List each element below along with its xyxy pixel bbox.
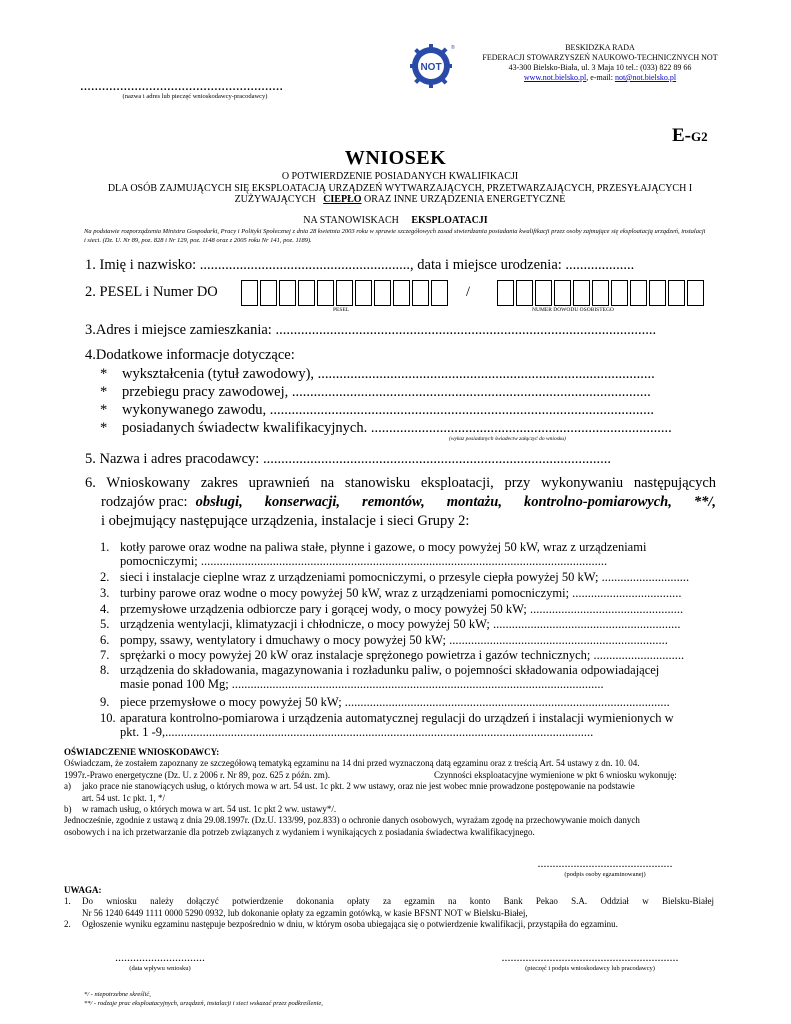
station-prefix: NA STANOWISKACH: [303, 215, 399, 226]
field-scope-line-1: 6. Wnioskowany zakres uprawnień na stanowisku eksploatacji, przy wykonywaniu następujących: [85, 475, 716, 491]
id-card-char-box[interactable]: [611, 280, 628, 306]
org-www-link[interactable]: www.not.bielsko.pl: [523, 73, 587, 82]
applicant-caption: (nazwa i adres lub pieczęć wnioskodawcy-pracodawcy): [122, 93, 268, 100]
device-number: 8.: [100, 663, 110, 677]
device-item-9[interactable]: [100, 695, 720, 709]
field-certificates[interactable]: [100, 420, 672, 437]
subtitle-line-1: O POTWIERDZENIE POSIADANYCH KWALIFIKACJI: [281, 171, 519, 182]
form-title: WNIOSEK: [344, 147, 447, 169]
device-item-8[interactable]: [100, 663, 720, 691]
field-additional-title: 4.Dodatkowe informacje dotyczące:: [85, 347, 295, 363]
examinee-signature[interactable]: [530, 856, 680, 878]
device-text: sieci i instalacje cieplne wraz z urządzeniami pomocniczymi, o przesyle ciepła powyżej 50 kW; ............................: [120, 570, 690, 584]
device-item-4[interactable]: [100, 602, 720, 616]
declaration-a-cont: art. 54 ust. 1c pkt. 1, */: [82, 792, 165, 803]
pesel-digit-box[interactable]: [298, 280, 315, 306]
id-card-char-box[interactable]: [535, 280, 552, 306]
device-item-5[interactable]: [100, 617, 720, 631]
device-number: 5.: [100, 617, 110, 631]
id-card-char-box[interactable]: [592, 280, 609, 306]
form-code-main: E-: [672, 125, 691, 146]
device-number: 3.: [100, 586, 110, 600]
id-card-caption: NUMER DOWODU OSOBISTEGO: [532, 307, 614, 313]
pesel-digit-box[interactable]: [317, 280, 334, 306]
bullet-star: *: [100, 402, 108, 418]
device-text-cont: pomocniczymi; ..................................................................................................................................: [120, 554, 608, 568]
device-text: urządzenia wentylacji, klimatyzacji i chłodnicze, o mocy powyżej 50 kW; ............................................................: [120, 617, 681, 631]
device-item-3[interactable]: [100, 586, 720, 600]
pesel-digit-box[interactable]: [431, 280, 448, 306]
note-2-label: 2.: [64, 919, 71, 930]
field-scope-line-2: [101, 494, 716, 511]
device-text: urządzenia do składowania, magazynowania i rozładunku paliw, o pojemności składowania odpowiadającej: [120, 663, 660, 677]
stamp-dots: ...........................................................: [501, 950, 679, 964]
bullet-star: *: [100, 384, 108, 400]
pesel-digit-box[interactable]: [260, 280, 277, 306]
receipt-date[interactable]: [104, 950, 216, 972]
declaration-p1c: Czynności eksploatacyjne wymienione w pkt 6 wniosku wykonuję:: [434, 769, 677, 780]
id-card-char-box[interactable]: [649, 280, 666, 306]
declaration-p1b: 1997r.-Prawo energetyczne (Dz. U. z 2006 r. Nr 89, poz. 625 z późn. zm).: [64, 769, 331, 780]
pesel-digit-box[interactable]: [412, 280, 429, 306]
receipt-date-dots: ..............................: [115, 950, 205, 964]
device-item-2[interactable]: [100, 570, 720, 584]
scope-works-label: rodzajów prac:: [101, 494, 188, 510]
pesel-do-separator: /: [466, 284, 471, 300]
device-text-cont: masie ponad 100 Mg; .......................................................................................................................: [120, 677, 604, 691]
field-education[interactable]: [100, 366, 655, 383]
signature-dots: .............................................: [537, 856, 673, 870]
id-card-char-box[interactable]: [668, 280, 685, 306]
note-1-text: Do wniosku należy dołączyć potwierdzenie dokonania opłaty za egzamin na konto Bank Pekao S.A. Oddział w Bielsku-Białej: [82, 896, 714, 907]
subtitle-line-3: [60, 194, 740, 206]
declaration-p2a: Jednocześnie, zgodnie z ustawą z dnia 29.08.1997r. (Dz.U. 133/99, poz.833) o ochronie danych osobowych, wyrażam zgodę na przechowywanie moich danych: [64, 815, 640, 826]
subtitle-heat: CIEPŁO: [323, 194, 362, 205]
applicant-block: [80, 78, 310, 100]
field-name-birth[interactable]: 1. Imię i nazwisko: .........................................................., data i miejsce urodzenia: ...................: [85, 257, 635, 273]
org-header: [460, 43, 740, 83]
pesel-digit-box[interactable]: [393, 280, 410, 306]
device-item-6[interactable]: [100, 633, 720, 647]
bullet-star: *: [100, 420, 108, 436]
form-subtitle: [60, 171, 740, 206]
device-text: kotły parowe oraz wodne na paliwa stałe, płynne i gazowe, o mocy powyżej 50 kW, wraz z urządzeniami: [120, 540, 647, 554]
declaration-p1a: Oświadczam, że zostałem zapoznany ze szczegółową tematyką egzaminu na 14 dni przed wyznaczoną datą egzaminu oraz z treścią Art. 54 ustawy z dn. 10. 04.: [64, 758, 640, 769]
station-line: [0, 215, 791, 226]
device-text: piece przemysłowe o mocy powyżej 50 kW; ........................................................................................................: [120, 695, 670, 709]
notes-section: [64, 885, 714, 931]
legal-basis: Na podstawie rozporządzenia Ministra Gospodarki, Pracy i Polityki Społecznej z dnia 28 kwietnia 2003 roku w sprawie szczegółowych zasad stwierdzania posiadania kwalifikacji przez osoby zajmujące się eksploatacją urządzeń, instalacji i sieci. (Dz. U. Nr 89, poz. 828 i Nr 129, poz. 1148 oraz z 2005 roku Nr 141, poz. 1189).: [84, 228, 706, 244]
pesel-digit-box[interactable]: [374, 280, 391, 306]
device-item-7[interactable]: [100, 648, 720, 662]
field-occupation[interactable]: [100, 402, 654, 419]
svg-text:®: ®: [451, 45, 455, 51]
field-certificates-text: posiadanych świadectw kwalifikacyjnych. ...................................................................................: [122, 420, 672, 436]
device-text-cont: pkt. 1 -9,.........................................................................................................................................: [120, 725, 594, 739]
org-federation: FEDERACJI STOWARZYSZEŃ NAUKOWO-TECHNICZNYCH NOT: [482, 53, 718, 62]
declaration-b-text[interactable]: w ramach usług, o których mowa w art. 54 ust. 1c pkt 2 ww. ustawy*/.: [82, 804, 337, 815]
not-logo: [410, 44, 454, 88]
notes-title: UWAGA:: [64, 885, 102, 895]
device-text: aparatura kontrolno-pomiarowa i urządzenia automatycznej regulacji do urządzeń i instalacji wymienionych w: [120, 711, 674, 725]
device-text: przemysłowe urządzenia odbiorcze pary i gorącej wody, o mocy powyżej 50 kW; .................................................: [120, 602, 684, 616]
footnotes: [84, 990, 323, 1008]
declaration-p2b: osobowych i na ich przetwarzanie dla potrzeb związanych z wydaniem i wynikających z posiadania świadectwa kwalifikacyjnego.: [64, 826, 535, 837]
field-address[interactable]: 3.Adres i miejsce zamieszkania: .........................................................................................................: [85, 322, 657, 338]
id-card-char-box[interactable]: [630, 280, 647, 306]
device-text: pompy, ssawy, wentylatory i dmuchawy o mocy powyżej 50 kW; ......................................................................: [120, 633, 668, 647]
id-card-char-box[interactable]: [687, 280, 704, 306]
receipt-date-caption: (data wpływu wniosku): [129, 965, 191, 972]
form-code: [672, 125, 708, 147]
declaration-title: OŚWIADCZENIE WNIOSKODAWCY:: [64, 747, 220, 757]
id-card-char-box[interactable]: [516, 280, 533, 306]
pesel-boxes[interactable]: [241, 280, 450, 306]
station-type: EKSPLOATACJI: [411, 215, 488, 226]
applicant-dots: ........................................................: [80, 78, 283, 94]
pesel-digit-box[interactable]: [355, 280, 372, 306]
id-card-char-box[interactable]: [573, 280, 590, 306]
declaration-a-text[interactable]: jako prace nie stanowiących usług, o których mowa w art. 54 ust. 1c pkt. 2 ww ustawy, oraz nie jest wobec mnie prowadzone postępowanie na podstawie: [82, 781, 635, 792]
pesel-digit-box[interactable]: [241, 280, 258, 306]
declaration-b-label: b): [64, 804, 72, 815]
org-email-link[interactable]: not@not.bielsko.pl: [614, 73, 677, 82]
device-number: 1.: [100, 540, 110, 554]
subtitle-line-3a: ZUŻYWAJĄCYCH: [234, 194, 316, 205]
field-scope-line-3: i obejmujący następujące urządzenia, instalacje i sieci Grupy 2:: [101, 513, 470, 529]
subtitle-line-3c: ORAZ INNE URZĄDZENIA ENERGETYCZNE: [364, 194, 566, 205]
id-card-char-box[interactable]: [497, 280, 514, 306]
note-1-label: 1.: [64, 896, 71, 907]
declaration-a-label: a): [64, 781, 71, 792]
device-number: 7.: [100, 648, 110, 662]
device-text: turbiny parowe oraz wodne o mocy powyżej 50 kW, wraz z urządzeniami pomocniczymi; ...................................: [120, 586, 682, 600]
form-code-sub: G2: [691, 129, 708, 144]
field-career[interactable]: [100, 384, 651, 401]
device-item-1[interactable]: [100, 540, 720, 568]
device-number: 9.: [100, 695, 110, 709]
logo-text: NOT: [420, 62, 442, 73]
device-number: 4.: [100, 602, 110, 616]
field-education-text: wykształcenia (tytuł zawodowy), .............................................................................................: [122, 366, 655, 382]
id-card-char-box[interactable]: [554, 280, 571, 306]
subtitle-line-2: DLA OSÓB ZAJMUJĄCYCH SIĘ EKSPLOATACJĄ URZĄDZEŃ WYTWARZAJĄCYCH, PRZETWARZAJĄCYCH, PRZESYŁAJĄCYCH I: [107, 182, 693, 194]
org-name: BESKIDZKA RADA: [565, 43, 635, 52]
declaration-section: [64, 747, 720, 838]
certificates-caption: (wykaz posiadanych świadectw załączyć do wniosku): [449, 436, 566, 442]
scope-works-list[interactable]: obsługi, konserwacji, remontów, montażu, kontrolno-pomiarowych, **/,: [195, 494, 716, 510]
org-address: 43-300 Bielsko-Biała, ul. 3 Maja 10 tel.: (033) 822 89 66: [508, 63, 692, 72]
footnote-2: **/ - rodzaje prac eksploatacyjnych, urządzeń, instalacji i sieci wskazać przez podkreślenie,: [84, 1000, 323, 1007]
pesel-digit-box[interactable]: [336, 280, 353, 306]
bullet-star: *: [100, 366, 108, 382]
device-number: 2.: [100, 570, 110, 584]
stamp-signature[interactable]: [470, 950, 710, 972]
id-card-boxes[interactable]: [497, 280, 706, 306]
device-number: 10.: [100, 711, 116, 725]
device-text: sprężarki o mocy powyżej 20 kW oraz instalacje sprężonego powietrza i gazów technicznych; .............................: [120, 648, 685, 662]
device-number: 6.: [100, 633, 110, 647]
signature-caption: (podpis osoby egzaminowanej): [564, 871, 646, 878]
footnote-1: */ - niepotrzebne skreślić,: [84, 991, 151, 998]
field-career-text: przebiegu pracy zawodowej, ...................................................................................................: [122, 384, 651, 400]
org-email-label: , e-mail:: [586, 73, 613, 82]
field-pesel-label: 2. PESEL i Numer DO: [85, 284, 218, 300]
stamp-caption: (pieczęć i podpis wnioskodawcy lub pracodawcy): [525, 965, 655, 972]
note-2-text: Ogłoszenie wyniku egzaminu następuje bezpośrednio w dniu, w którym osoba ubiegająca się o potwierdzenie kwalifikacji, przystąpiła do egzaminu.: [82, 919, 618, 930]
pesel-caption: PESEL: [333, 307, 350, 313]
device-item-10[interactable]: [100, 711, 720, 739]
note-1-cont: Nr 56 1240 6449 1111 0000 5290 0932, lub dokonanie opłaty za egzamin gotówką, w kasie BFSNT NOT w Bielsku-Białej,: [82, 907, 528, 918]
pesel-digit-box[interactable]: [279, 280, 296, 306]
field-occupation-text: wykonywanego zawodu, ..........................................................................................................: [122, 402, 655, 418]
field-employer[interactable]: 5. Nazwa i adres pracodawcy: ................................................................................................: [85, 451, 611, 467]
